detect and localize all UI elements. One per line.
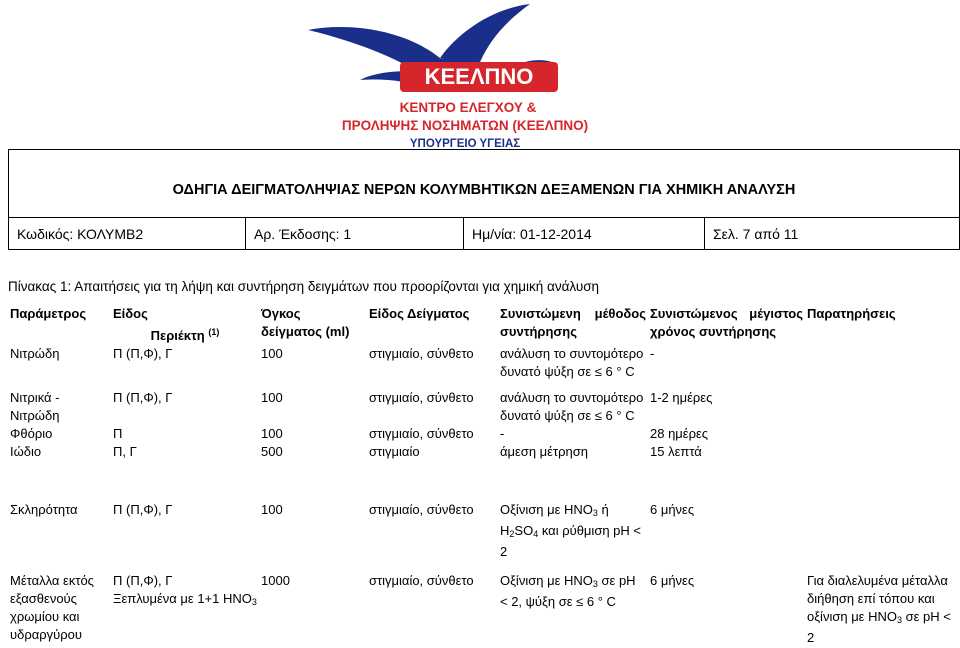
row-container xyxy=(111,572,259,647)
row-method xyxy=(498,572,648,647)
col-header-max-time xyxy=(648,305,805,345)
col-header-notes: Παρατηρήσεις xyxy=(807,306,896,321)
row-method xyxy=(498,501,648,561)
container-text-a: Π (Π,Φ), Γ xyxy=(113,573,173,588)
row-max-time: 15 λεπτά xyxy=(650,444,702,459)
method-text-a: Οξίνιση με HNO xyxy=(500,573,593,588)
col-header-sample-type: Είδος Δείγματος xyxy=(369,306,470,321)
volume-header-line1: Όγκος xyxy=(261,306,301,321)
row-param: Μέταλλα εκτός εξασθενούς χρωμίου και υδραργύρου xyxy=(10,573,94,642)
row-volume: 1000 xyxy=(261,573,290,588)
document-code: Κωδικός: ΚΟΛΥΜΒ2 xyxy=(9,218,246,250)
row-notes xyxy=(805,443,960,461)
requirements-table xyxy=(8,305,960,647)
logo-graphic xyxy=(290,0,640,150)
keelpno-logo xyxy=(290,0,640,150)
row-notes xyxy=(805,572,960,647)
svg-text:ΚΕΝΤΡΟ ΕΛΕΓΧΟΥ &: ΚΕΝΤΡΟ ΕΛΕΓΧΟΥ & xyxy=(399,100,537,115)
row-param: Νιτρικά - Νιτρώδη xyxy=(10,390,60,423)
row-container: Π (Π,Φ), Γ xyxy=(113,502,173,517)
row-sample-type: στιγμιαίο, σύνθετο xyxy=(369,573,474,588)
container-footnote-ref: (1) xyxy=(208,327,220,337)
col-header-method xyxy=(498,305,648,345)
table-caption: Πίνακας 1: Απαιτήσεις για τη λήψη και συντήρηση δειγμάτων που προορίζονται για χημική ανάλυση xyxy=(8,279,600,294)
subscript: 2 xyxy=(509,529,515,539)
document-header xyxy=(8,149,960,250)
method-text-b: σε pH < 2, ψύξη σε ≤ 6 ° C xyxy=(500,573,636,609)
subscript: 3 xyxy=(896,615,902,625)
svg-text:ΥΠΟΥΡΓΕΙΟ ΥΓΕΙΑΣ: ΥΠΟΥΡΓΕΙΟ ΥΓΕΙΑΣ xyxy=(409,138,521,150)
row-method: ανάλυση το συντομότερο δυνατό ψύξη σε ≤ 6 ° C xyxy=(500,346,644,379)
table-row xyxy=(8,425,960,443)
row-container: Π (Π,Φ), Γ xyxy=(113,346,173,361)
table-row xyxy=(8,572,960,647)
method-header-line1: Συνιστώμενη μέθοδος xyxy=(500,306,646,321)
row-max-time: 6 μήνες xyxy=(650,502,695,517)
row-max-time: - xyxy=(650,346,655,361)
row-notes xyxy=(805,389,960,425)
row-volume: 100 xyxy=(261,390,283,405)
row-sample-type: στιγμιαίο, σύνθετο xyxy=(369,426,474,441)
method-text-d: και ρύθμιση pH < 2 xyxy=(500,523,642,559)
time-header-line1: Συνιστώμενος μέγιστος xyxy=(650,306,803,321)
method-text-b: ή H xyxy=(500,502,609,538)
row-method: - xyxy=(500,426,505,441)
row-sample-type: στιγμιαίο, σύνθετο xyxy=(369,502,474,517)
row-notes xyxy=(805,345,960,381)
row-sample-type: στιγμιαίο, σύνθετο xyxy=(369,346,474,361)
subscript: 3 xyxy=(251,597,257,607)
row-notes xyxy=(805,501,960,561)
container-header-line1: Είδος xyxy=(113,306,148,321)
row-volume: 100 xyxy=(261,346,283,361)
method-text-c: SO xyxy=(514,523,534,538)
container-header-line2: Περιέκτη xyxy=(150,328,205,343)
time-header-line2: χρόνος συντήρησης xyxy=(650,324,777,339)
row-container: Π, Γ xyxy=(113,444,137,459)
row-container: Π xyxy=(113,426,123,441)
notes-text-b: σε pH < 2 xyxy=(807,609,951,645)
notes-text-a: Για διαλελυμένα μέταλλα διήθηση επί τόπου και οξίνιση με HNO xyxy=(807,573,948,624)
table-row xyxy=(8,345,960,381)
row-method: ανάλυση το συντομότερο δυνατό ψύξη σε ≤ 6 ° C xyxy=(500,390,644,423)
row-max-time: 6 μήνες xyxy=(650,573,695,588)
svg-text:ΚΕΕΛΠΝΟ: ΚΕΕΛΠΝΟ xyxy=(424,64,534,89)
row-notes xyxy=(805,425,960,443)
row-param: Ιώδιο xyxy=(10,444,42,459)
row-sample-type: στιγμιαίο xyxy=(369,444,420,459)
row-max-time: 1-2 ημέρες xyxy=(650,390,713,405)
subscript: 3 xyxy=(592,579,598,589)
table-row xyxy=(8,501,960,561)
col-header-container xyxy=(111,305,259,345)
page-number: Σελ. 7 από 11 xyxy=(705,218,960,250)
container-text-b: Ξεπλυμένα με 1+1 HNO xyxy=(113,591,252,606)
svg-text:ΠΡΟΛΗΨΗΣ ΝΟΣΗΜΑΤΩΝ (ΚΕΕΛΠΝΟ): ΠΡΟΛΗΨΗΣ ΝΟΣΗΜΑΤΩΝ (ΚΕΕΛΠΝΟ) xyxy=(341,118,589,133)
row-max-time: 28 ημέρες xyxy=(650,426,709,441)
row-param: Σκληρότητα xyxy=(10,502,78,517)
subscript: 3 xyxy=(592,508,598,518)
method-header-line2: συντήρησης xyxy=(500,324,578,339)
row-container: Π (Π,Φ), Γ xyxy=(113,390,173,405)
method-text-a: Οξίνιση με HNO xyxy=(500,502,593,517)
subscript: 4 xyxy=(533,529,539,539)
col-header-volume xyxy=(259,305,367,345)
row-volume: 500 xyxy=(261,444,283,459)
edition-number: Αρ. Έκδοσης: 1 xyxy=(246,218,464,250)
table-row xyxy=(8,389,960,425)
row-sample-type: στιγμιαίο, σύνθετο xyxy=(369,390,474,405)
row-volume: 100 xyxy=(261,502,283,517)
row-method: άμεση μέτρηση xyxy=(500,444,588,459)
table-row xyxy=(8,443,960,461)
table-header-row xyxy=(8,305,960,345)
row-param: Νιτρώδη xyxy=(10,346,60,361)
row-param: Φθόριο xyxy=(10,426,53,441)
document-title: ΟΔΗΓΙΑ ΔΕΙΓΜΑΤΟΛΗΨΙΑΣ ΝΕΡΩΝ ΚΟΛΥΜΒΗΤΙΚΩΝ ΔΕΞΑΜΕΝΩΝ ΓΙΑ ΧΗΜΙΚΗ ΑΝΑΛΥΣΗ xyxy=(9,150,960,218)
volume-header-line2: δείγματος (ml) xyxy=(261,324,350,339)
row-volume: 100 xyxy=(261,426,283,441)
col-header-parameter: Παράμετρος xyxy=(10,306,87,321)
document-date: Ημ/νία: 01-12-2014 xyxy=(464,218,705,250)
